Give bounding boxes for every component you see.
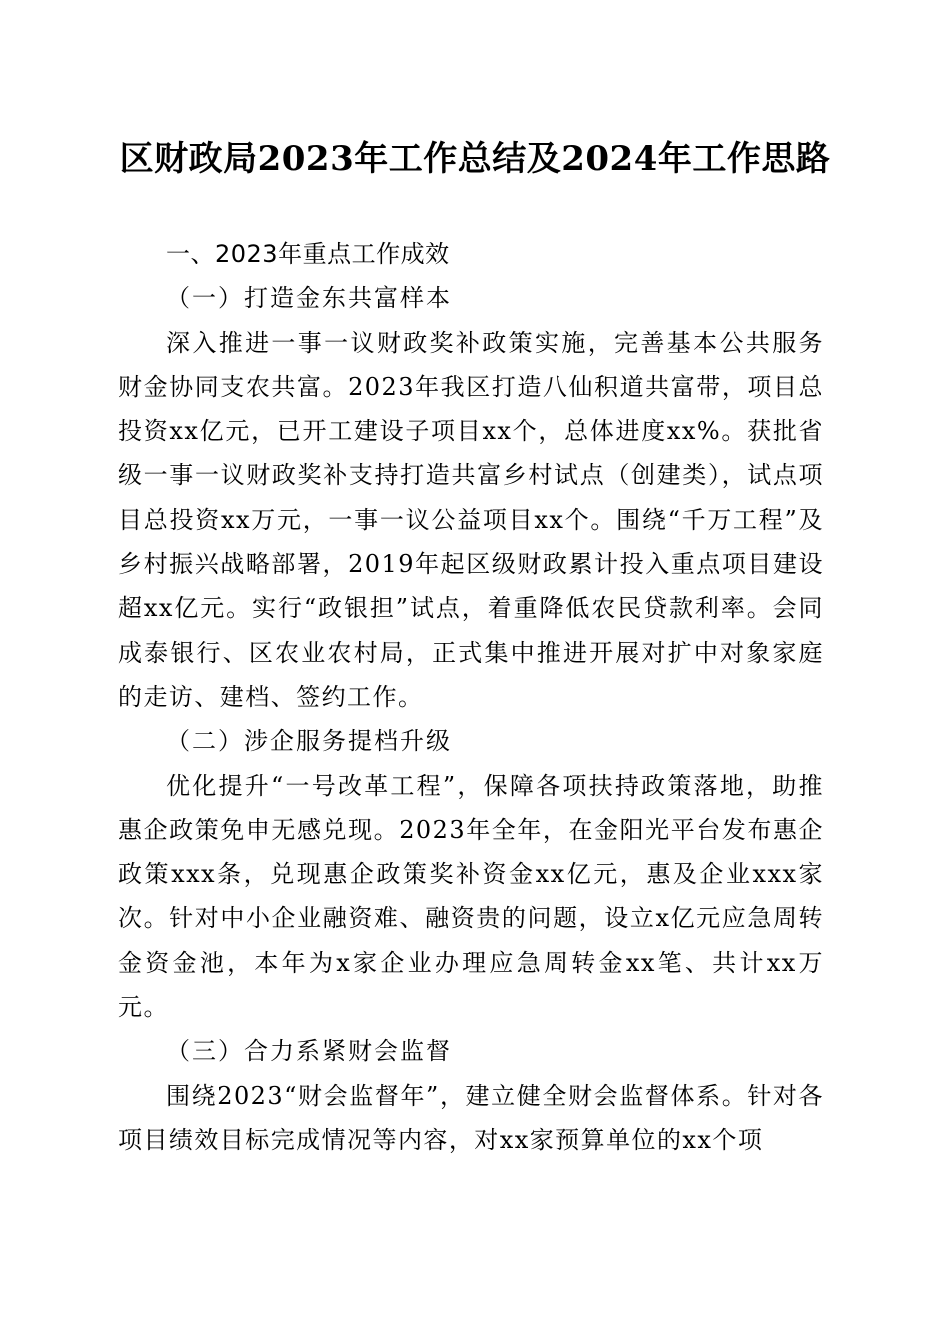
paragraph-1: 深入推进一事一议财政奖补政策实施，完善基本公共服务财金协同支农共富。2023年我区打造八仙积道共富带，项目总投资xx亿元，已开工建设子项目xx个，总体进度xx%。获批省级一事一议财政奖补支持打造共富乡村试点（创建类），试点项目总投资xx万元，一事一议公益项目xx个。围绕“千万工程”及乡村振兴战略部署，2019年起区级财政累计投入重点项目建设超xx亿元。实行“政银担”试点，着重降低农民贷款利率。会同成泰银行、区农业农村局，正式集中推进开展对扩中对象家庭的走访、建档、签约工作。 (118, 328, 824, 711)
paragraph-2: 优化提升“一号改革工程”，保障各项扶持政策落地，助推惠企政策免申无感兑现。2023年全年，在金阳光平台发布惠企政策xxx条，兑现惠企政策奖补资金xx亿元，惠及企业xxx家次。针对中小企业融资难、融资贵的问题，设立x亿元应急周转金资金池，本年为x家企业办理应急周转金xx笔、共计xx万元。 (118, 771, 824, 1022)
subsection-heading-2: （二）涉企服务提档升级 (166, 727, 452, 756)
document-body (118, 232, 824, 1162)
subsection-heading-1: （一）打造金东共富样本 (166, 284, 452, 313)
subsection-heading-3: （三）合力系紧财会监督 (166, 1037, 452, 1066)
document-title: 区财政局2023年工作总结及2024年工作思路 (119, 139, 831, 179)
section-heading: 一、2023年重点工作成效 (166, 240, 450, 268)
paragraph-3: 围绕2023“财会监督年”，建立健全财会监督体系。针对各项目绩效目标完成情况等内容，对xx家预算单位的xx个项 (118, 1081, 824, 1154)
